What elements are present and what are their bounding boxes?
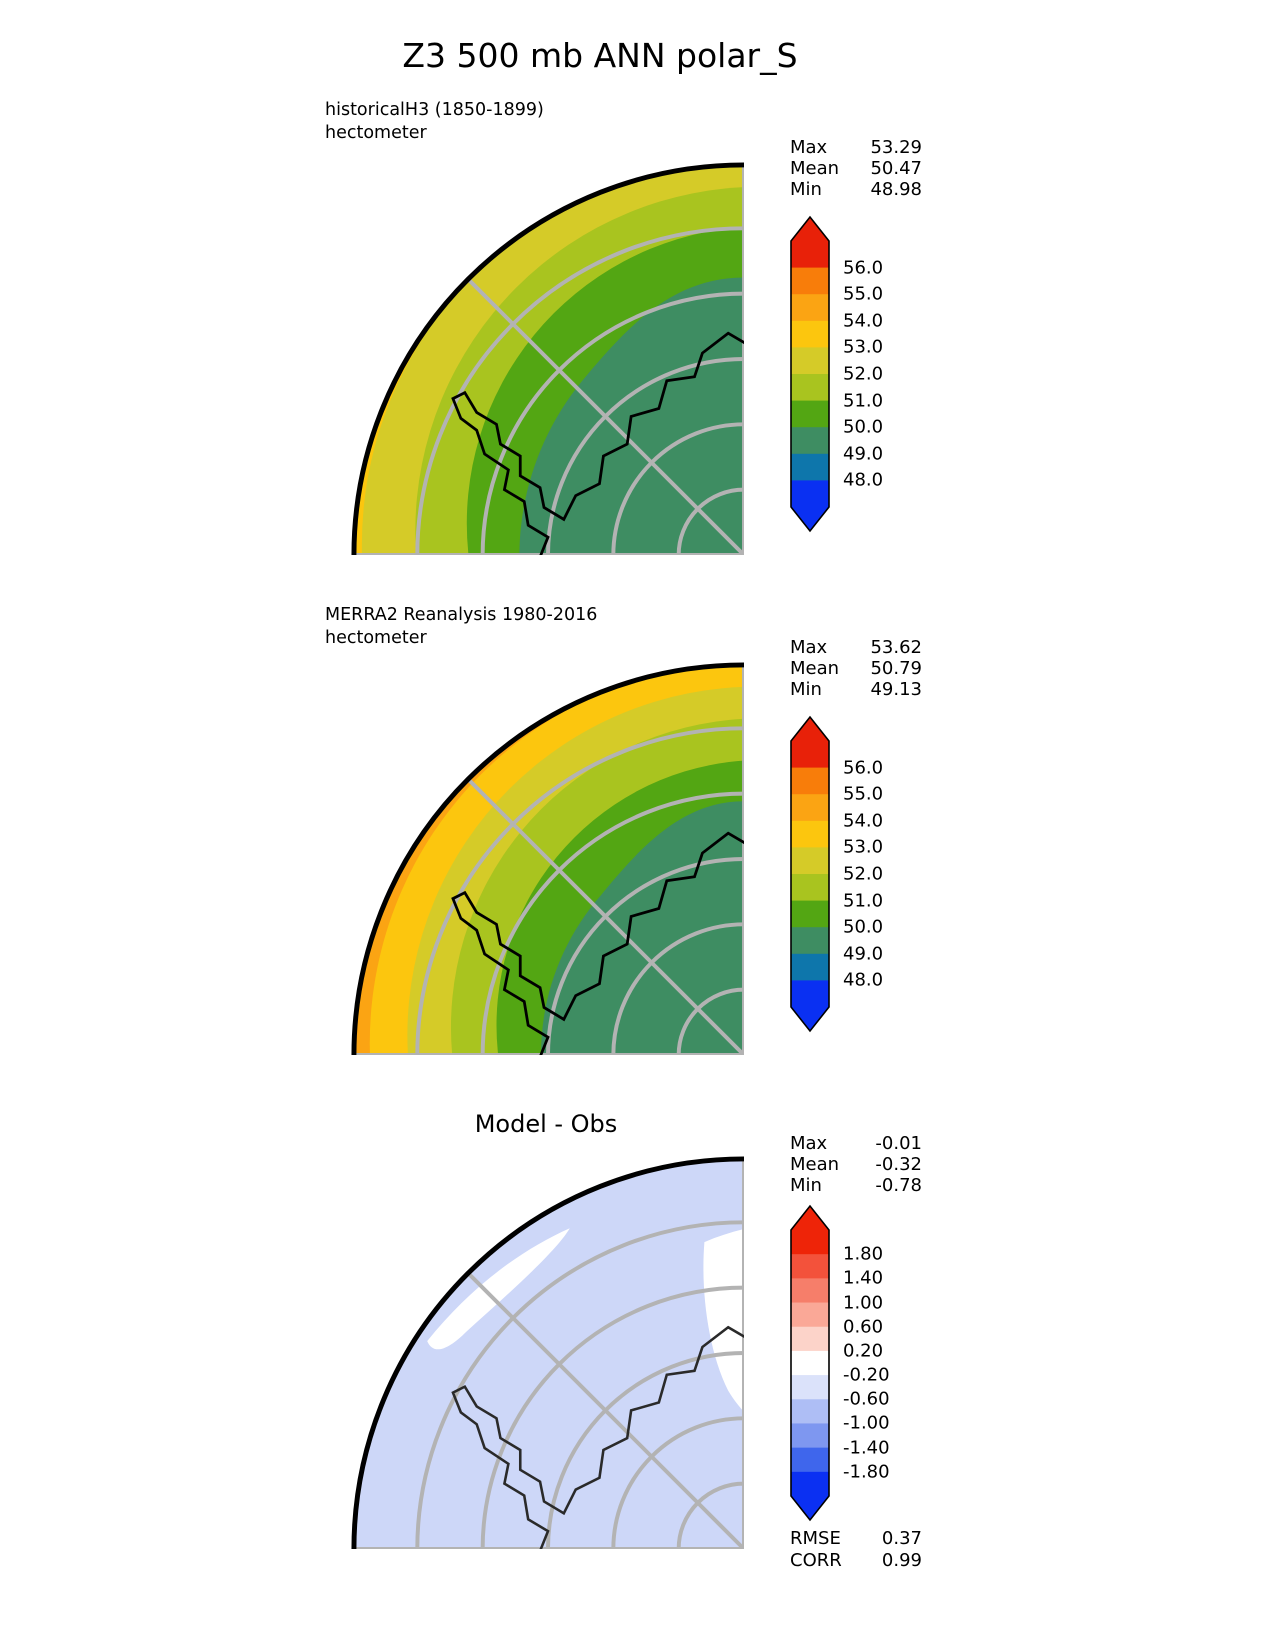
- panel3-metrics: [790, 1528, 922, 1572]
- colorbar-tick-label: 48.0: [843, 469, 884, 491]
- panel2-label: [325, 604, 597, 650]
- panel3-colorbar: [790, 1205, 900, 1519]
- stat-value: 49.13: [870, 679, 922, 700]
- colorbar-tick-label: 55.0: [843, 283, 884, 305]
- colorbar-tick-label: 52.0: [843, 363, 884, 385]
- colorbar-tick-label: 1.00: [843, 1292, 884, 1314]
- stat-label: Min: [790, 1175, 822, 1196]
- stat-value: -0.01: [875, 1133, 922, 1154]
- panel2-dataset-label: MERRA2 Reanalysis 1980-2016: [325, 605, 598, 625]
- stat-label: Mean: [790, 658, 840, 679]
- colorbar-tick-label: 51.0: [843, 890, 884, 912]
- stat-value: 50.47: [870, 158, 922, 179]
- stat-label: Max: [790, 1133, 828, 1154]
- stat-value: -0.78: [875, 1175, 922, 1196]
- colorbar-tick-label: 53.0: [843, 836, 884, 858]
- metric-value: 0.37: [881, 1528, 922, 1549]
- panel1-units-label: hectometer: [325, 123, 427, 143]
- colorbar-tick-label: 48.0: [843, 969, 884, 991]
- stat-value: 53.29: [870, 137, 922, 158]
- map-difference: [348, 1153, 744, 1549]
- stat-label: Max: [790, 637, 828, 658]
- panel1-dataset-label: historicalH3 (1850-1899): [325, 100, 544, 120]
- colorbar-tick-label: 54.0: [843, 310, 884, 332]
- colorbar-tick-label: 0.60: [843, 1316, 884, 1338]
- colorbar-tick-label: -1.40: [843, 1437, 890, 1459]
- colorbar-tick-label: -0.60: [843, 1388, 890, 1410]
- map-reference: [348, 659, 744, 1055]
- metric-label: RMSE: [790, 1528, 841, 1549]
- colorbar-tick-label: 56.0: [843, 757, 884, 779]
- map-model: [348, 159, 744, 555]
- stat-label: Min: [790, 179, 822, 200]
- stat-value: -0.32: [875, 1154, 922, 1175]
- colorbar-tick-label: 1.80: [843, 1243, 884, 1265]
- stat-value: 48.98: [870, 179, 922, 200]
- colorbar-svg: [790, 216, 830, 532]
- colorbar-tick-label: 51.0: [843, 390, 884, 412]
- stat-value: 53.62: [870, 637, 922, 658]
- colorbar-tick-label: 56.0: [843, 257, 884, 279]
- panel3-stats: [790, 1133, 922, 1196]
- colorbar-tick-label: 54.0: [843, 810, 884, 832]
- colorbar-tick-label: -1.00: [843, 1412, 890, 1434]
- metric-label: CORR: [790, 1550, 842, 1571]
- colorbar-tick-label: 0.20: [843, 1340, 884, 1362]
- colorbar-tick-label: 1.40: [843, 1267, 884, 1289]
- colorbar-tick-label: 52.0: [843, 863, 884, 885]
- colorbar-tick-label: 50.0: [843, 416, 884, 438]
- panel1-label: [325, 99, 544, 145]
- colorbar-tick-label: 49.0: [843, 443, 884, 465]
- panel1-colorbar: [790, 216, 900, 530]
- stat-label: Mean: [790, 158, 840, 179]
- panel1-stats: [790, 137, 922, 200]
- panel3-title: Model - Obs: [474, 1110, 618, 1138]
- colorbar-tick-label: 53.0: [843, 336, 884, 358]
- colorbar-svg: [790, 716, 830, 1032]
- stat-value: 50.79: [870, 658, 922, 679]
- colorbar-tick-label: 49.0: [843, 943, 884, 965]
- colorbar-tick-label: -0.20: [843, 1364, 890, 1386]
- panel2-colorbar: [790, 716, 900, 1030]
- metric-value: 0.99: [881, 1550, 922, 1571]
- figure-title: Z3 500 mb ANN polar_S: [402, 36, 798, 75]
- stat-label: Min: [790, 679, 822, 700]
- colorbar-tick-label: 50.0: [843, 916, 884, 938]
- colorbar-svg: [790, 1205, 830, 1521]
- colorbar-tick-label: -1.80: [843, 1461, 890, 1483]
- panel2-stats: [790, 637, 922, 700]
- panel2-units-label: hectometer: [325, 628, 427, 648]
- stat-label: Mean: [790, 1154, 840, 1175]
- colorbar-tick-label: 55.0: [843, 783, 884, 805]
- stat-label: Max: [790, 137, 828, 158]
